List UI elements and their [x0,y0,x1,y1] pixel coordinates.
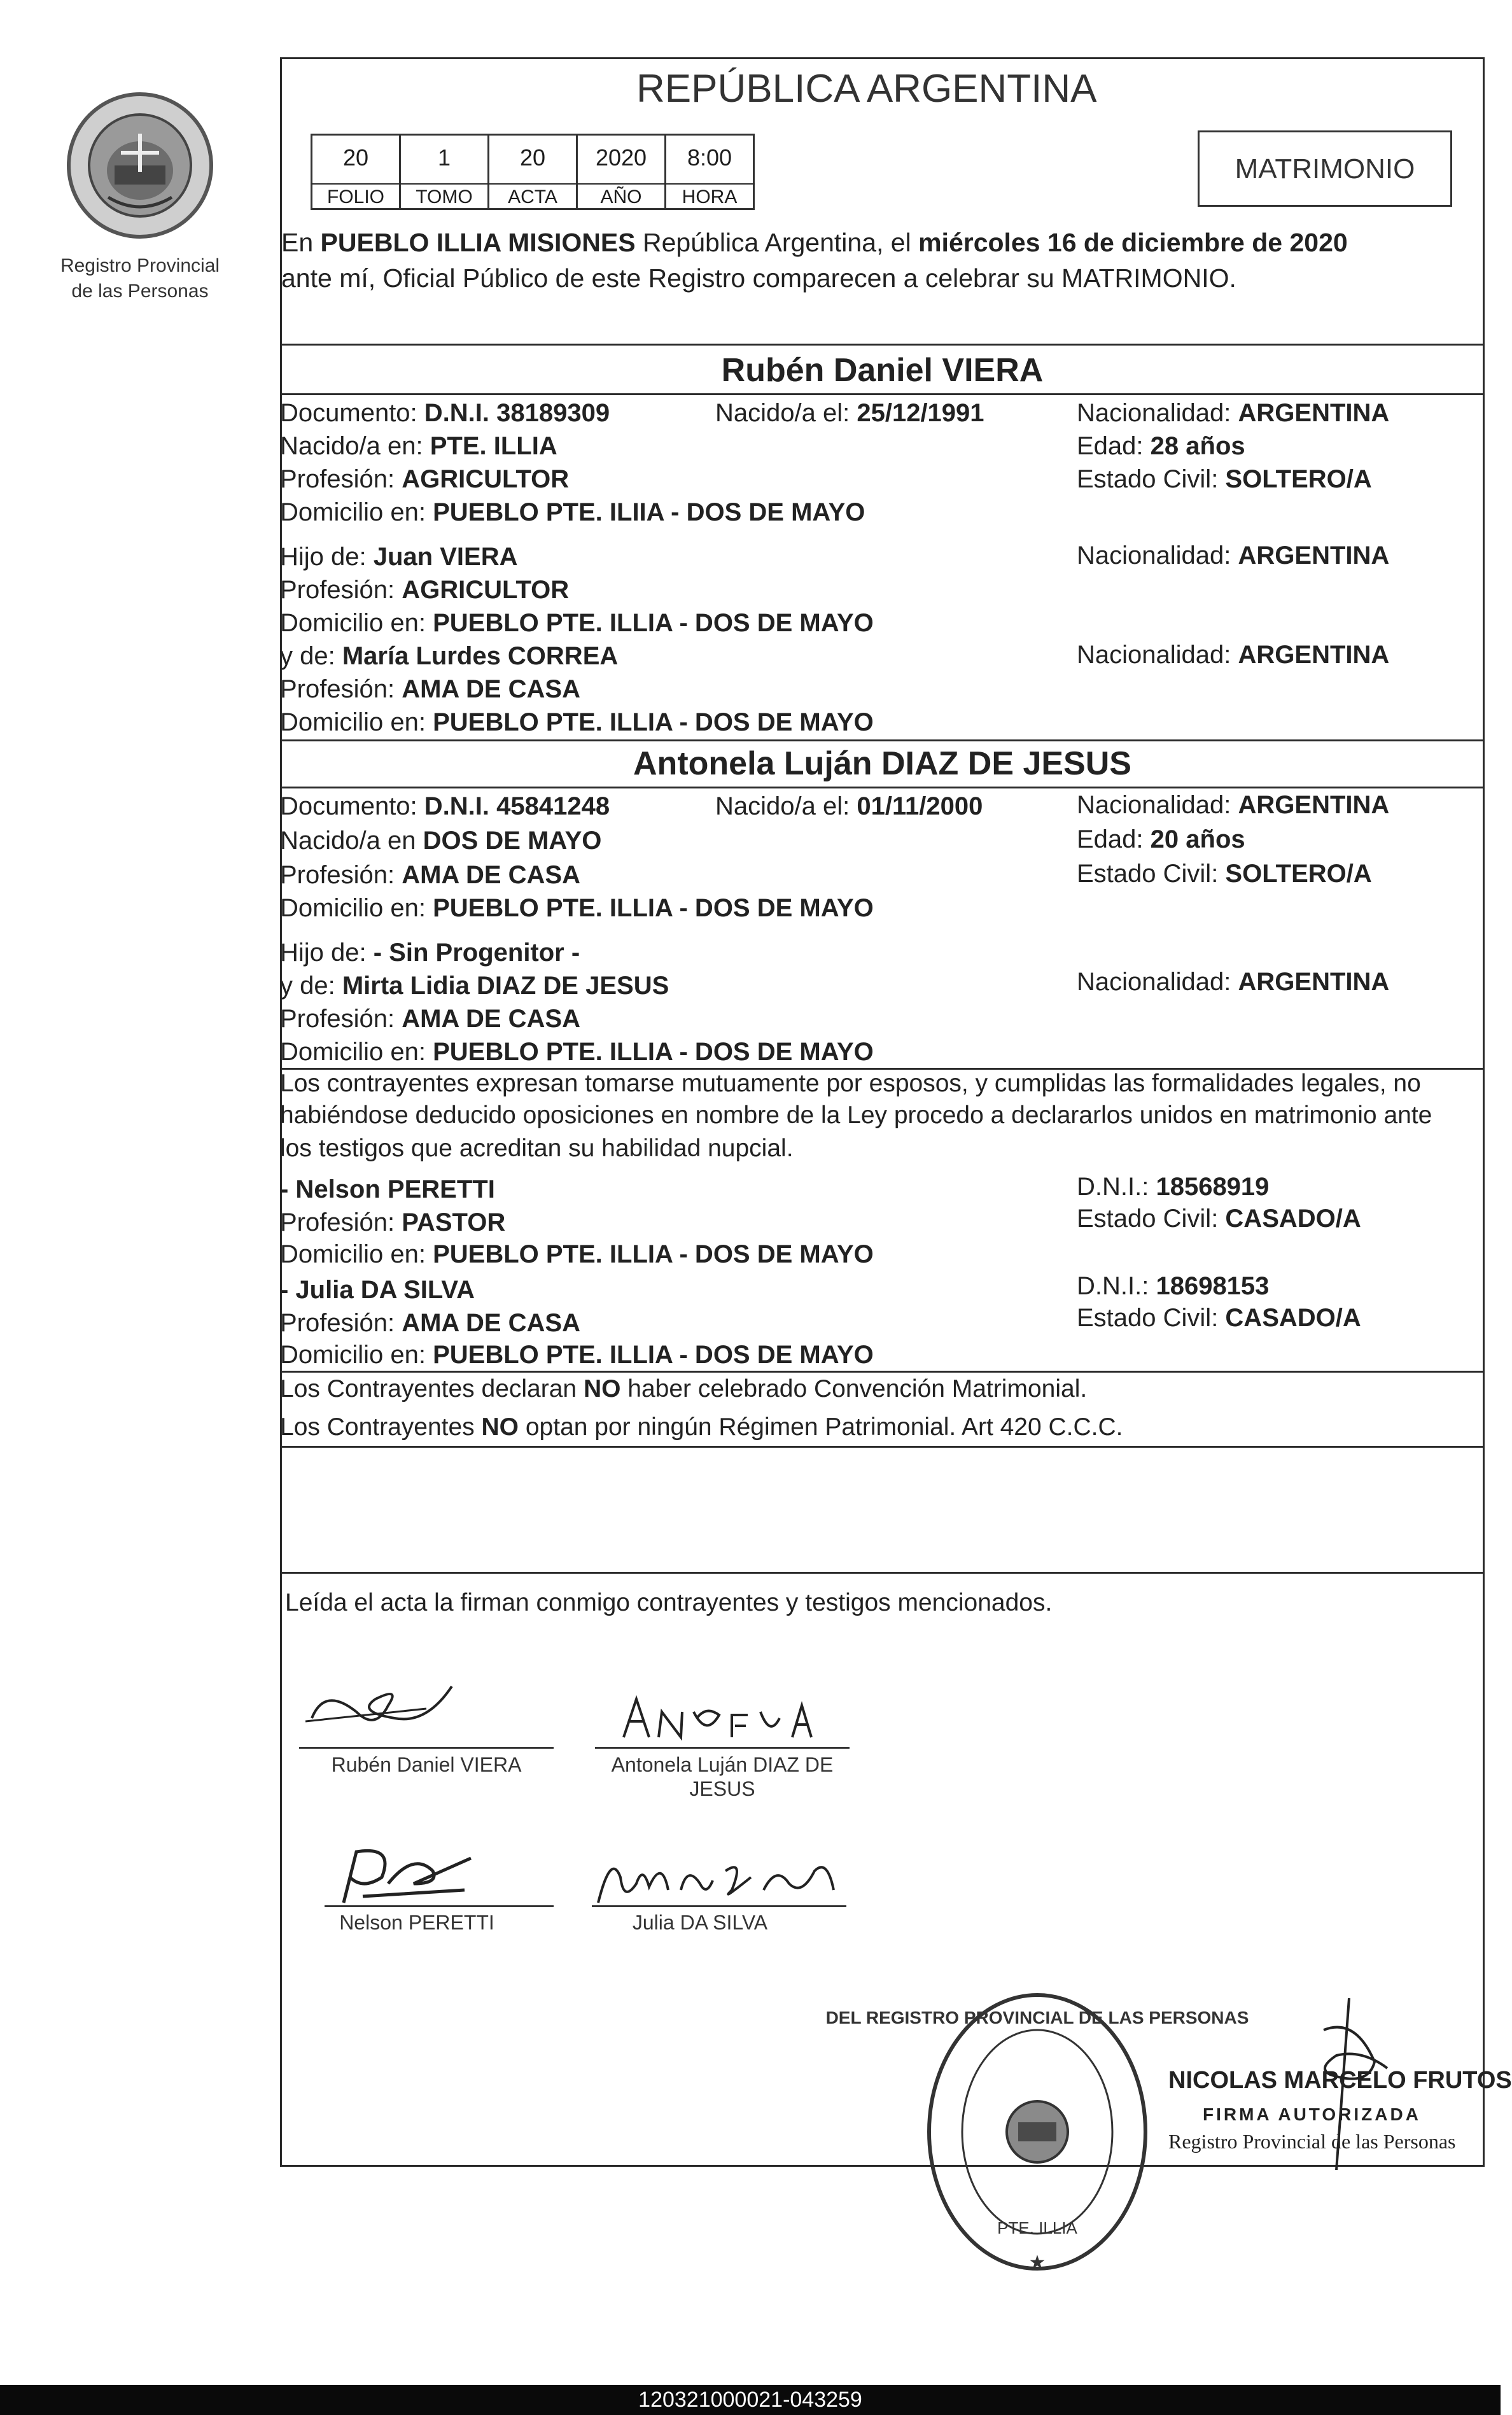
witness1-dni: D.N.I.: 18568919 [1077,1173,1270,1201]
patrimonial-line1: Los Contrayentes declaran NO haber celebrado Convención Matrimonial. [280,1375,1088,1403]
signature-line-ruben [299,1747,554,1749]
spouse2-birthplace: Nacido/a en DOS DE MAYO [280,827,602,855]
declaration-line3: los testigos que acreditan su habilidad nupcial. [280,1135,794,1162]
witness1-address: Domicilio en: PUEBLO PTE. ILLIA - DOS DE MAYO [280,1240,874,1268]
official-name: NICOLAS MARCELO FRUTOS [1168,2067,1512,2094]
intro-prefix: En [281,228,321,257]
spouse2-document: Documento: D.N.I. 45841248 [280,792,610,820]
folio-value: 20 [342,144,369,171]
intro-place: PUEBLO ILLIA MISIONES [320,228,636,257]
spouse1-father-nationality: Nacionalidad: ARGENTINA [1077,542,1390,570]
registry-line1: Registro Provincial [60,255,220,276]
registry-line2: de las Personas [71,281,209,302]
spouse2-mother-address: Domicilio en: PUEBLO PTE. ILLIA - DOS DE MAYO [280,1038,874,1066]
year-label: AÑO [600,186,642,207]
act-type: MATRIMONIO [1235,153,1415,185]
spouse2-mother-nationality: Nacionalidad: ARGENTINA [1077,968,1390,996]
spouse2-profession: Profesión: AMA DE CASA [280,861,580,889]
witness2-address: Domicilio en: PUEBLO PTE. ILLIA - DOS DE MAYO [280,1341,874,1369]
signature-label-ruben: Rubén Daniel VIERA [331,1753,522,1776]
witness2-name: - Julia DA SILVA [280,1276,475,1304]
witness2-profession: Profesión: AMA DE CASA [280,1309,580,1337]
footer-code: 120321000021-043259 [638,2388,862,2412]
intro-date: miércoles 16 de diciembre de 2020 [918,228,1348,257]
signature-ruben [299,1674,471,1744]
meta-table [311,134,756,210]
spouse1-name: Rubén Daniel VIERA [721,352,1044,389]
witness2-civil-status: Estado Civil: CASADO/A [1077,1304,1361,1332]
official-org: Registro Provincial de las Personas [1168,2130,1456,2153]
spouse1-profession: Profesión: AGRICULTOR [280,465,570,493]
witness1-profession: Profesión: PASTOR [280,1208,506,1236]
signature-label-antonela-1: Antonela Luján DIAZ DE [611,1753,834,1776]
spouse1-father: Hijo de: Juan VIERA [280,543,518,571]
hora-label: HORA [682,186,738,207]
meta-cell-tomo [399,134,489,210]
spouse2-mother: y de: Mirta Lidia DIAZ DE JESUS [280,972,669,1000]
spouse2-birthdate: Nacido/a el: 01/11/2000 [715,792,983,820]
section-divider-1 [280,344,1485,346]
tomo-label: TOMO [416,186,473,207]
spouse1-mother-profession: Profesión: AMA DE CASA [280,675,580,703]
province-seal-logo [64,89,216,242]
declaration-line2: habiéndose deducido oposiciones en nombre de la Ley procedo a declararlos unidos en matrimonio ante [280,1102,1432,1129]
meta-divider [311,183,755,185]
spouse2-nationality: Nacionalidad: ARGENTINA [1077,791,1390,819]
official-role: FIRMA AUTORIZADA [1203,2104,1421,2124]
meta-cell-folio [311,134,401,210]
spouse2-civil-status: Estado Civil: SOLTERO/A [1077,860,1372,888]
registry-stamp [825,1979,1249,2278]
stamp-star-icon: ★ [1028,2252,1046,2273]
frame-top [280,57,1485,59]
spouse1-mother-nationality: Nacionalidad: ARGENTINA [1077,641,1390,669]
witness1-civil-status: Estado Civil: CASADO/A [1077,1205,1361,1233]
section-divider-7 [280,1446,1485,1448]
country-title: REPÚBLICA ARGENTINA [636,67,1097,111]
intro-line2: ante mí, Oficial Público de este Registro comparecen a celebrar su MATRIMONIO. [281,263,1236,293]
year-value: 2020 [595,144,647,171]
spouse2-mother-profession: Profesión: AMA DE CASA [280,1005,580,1033]
spouse1-birthplace: Nacido/a en: PTE. ILLIA [280,432,557,460]
stamp-ring-top: DEL REGISTRO PROVINCIAL DE LAS PERSONAS [825,2008,1249,2027]
patrimonial-line2: Los Contrayentes NO optan por ningún Régimen Patrimonial. Art 420 C.C.C. [280,1413,1123,1441]
witness2-dni: D.N.I.: 18698153 [1077,1272,1270,1300]
spouse2-father: Hijo de: - Sin Progenitor - [280,939,580,967]
meta-cell-acta [487,134,578,210]
meta-cell-hora [664,134,755,210]
spouse1-father-profession: Profesión: AGRICULTOR [280,576,570,604]
signature-label-julia: Julia DA SILVA [632,1911,768,1934]
declaration-line1: Los contrayentes expresan tomarse mutuamente por esposos, y cumplidas las formalidades legales, no [280,1070,1421,1097]
spouse2-address: Domicilio en: PUEBLO PTE. ILLIA - DOS DE MAYO [280,894,874,922]
signature-antonela [611,1693,840,1750]
witness1-name: - Nelson PERETTI [280,1175,495,1203]
signature-label-antonela-2: JESUS [689,1777,755,1800]
spouse1-address: Domicilio en: PUEBLO PTE. ILIIA - DOS DE MAYO [280,498,865,526]
spouse1-document: Documento: D.N.I. 38189309 [280,399,610,427]
spouse2-age: Edad: 20 años [1077,825,1245,853]
signature-line-antonela [595,1747,850,1749]
section-divider-8 [280,1572,1485,1574]
section-divider-3 [280,739,1485,741]
spouse1-age: Edad: 28 años [1077,432,1245,460]
section-divider-6 [280,1371,1485,1373]
signature-line-nelson [325,1905,554,1907]
spouse2-name: Antonela Luján DIAZ DE JESUS [633,745,1131,782]
intro-line1 [281,228,1348,257]
folio-label: FOLIO [326,186,384,207]
tomo-value: 1 [437,144,451,171]
section-divider-4 [280,787,1485,788]
signature-nelson [325,1839,490,1915]
spouse1-nationality: Nacionalidad: ARGENTINA [1077,399,1390,427]
act-type-box [1198,130,1452,207]
stamp-ring-bottom: PTE. ILLIA [997,2218,1077,2237]
acta-value: 20 [519,144,546,171]
section-divider-2 [280,393,1485,395]
hora-value: 8:00 [687,144,732,171]
spouse1-birthdate: Nacido/a el: 25/12/1991 [715,399,984,427]
signature-line-julia [592,1905,846,1907]
spouse1-mother: y de: María Lurdes CORREA [280,642,619,670]
acta-label: ACTA [508,186,557,207]
spouse1-civil-status: Estado Civil: SOLTERO/A [1077,465,1372,493]
intro-country: República Argentina, el [635,228,919,257]
footer-bar [0,2385,1501,2415]
meta-cell-year [576,134,666,210]
signature-label-nelson: Nelson PERETTI [339,1911,494,1934]
closing-text: Leída el acta la firman conmigo contrayentes y testigos mencionados. [285,1589,1053,1616]
spouse1-mother-address: Domicilio en: PUEBLO PTE. ILLIA - DOS DE MAYO [280,708,874,736]
spouse1-father-address: Domicilio en: PUEBLO PTE. ILLIA - DOS DE MAYO [280,609,874,637]
